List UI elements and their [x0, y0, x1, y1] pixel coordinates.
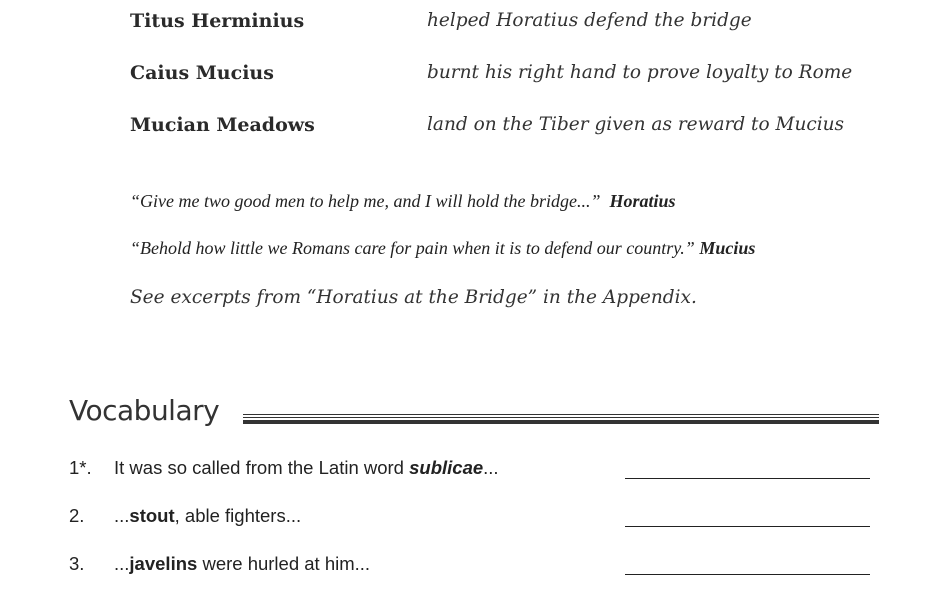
term-row	[0, 114, 945, 144]
term-name: Titus Herminius	[130, 10, 305, 32]
item-text: ...javelins were hurled at him...	[114, 553, 371, 574]
item-text: ...stout, able fighters...	[114, 505, 302, 526]
answer-line[interactable]	[625, 574, 870, 575]
answer-line[interactable]	[625, 526, 870, 527]
answer-line[interactable]	[625, 478, 870, 479]
vocabulary-item	[0, 457, 945, 483]
item-number: 1*.	[69, 457, 92, 478]
item-keyword: stout	[129, 505, 175, 526]
quote-text: “Behold how little we Romans care for pain when it is to defend our country.”	[130, 238, 695, 258]
vocabulary-header	[69, 394, 879, 434]
vocabulary-item	[0, 505, 945, 531]
item-text: It was so called from the Latin word sublicae...	[114, 457, 499, 478]
term-definition: helped Horatius defend the bridge	[427, 10, 752, 31]
term-name: Mucian Meadows	[130, 114, 315, 136]
term-definition: burnt his right hand to prove loyalty to Rome	[427, 62, 853, 83]
appendix-note: See excerpts from “Horatius at the Bridge” in the Appendix.	[130, 287, 697, 308]
quote-horatius	[130, 191, 675, 212]
vocabulary-item	[0, 553, 945, 579]
item-keyword: javelins	[129, 553, 198, 574]
vocabulary-title: Vocabulary	[69, 394, 220, 427]
item-keyword: sublicae	[409, 457, 484, 478]
quote-text: “Give me two good men to help me, and I will hold the bridge...”	[130, 191, 601, 211]
term-row	[0, 10, 945, 40]
item-number: 2.	[69, 505, 85, 526]
term-row	[0, 62, 945, 92]
quote-speaker: Horatius	[609, 191, 676, 211]
section-rule	[243, 414, 879, 424]
quote-mucius	[130, 238, 755, 259]
term-definition: land on the Tiber given as reward to Mucius	[427, 114, 845, 135]
term-name: Caius Mucius	[130, 62, 274, 84]
quote-speaker: Mucius	[699, 238, 756, 258]
item-number: 3.	[69, 553, 85, 574]
